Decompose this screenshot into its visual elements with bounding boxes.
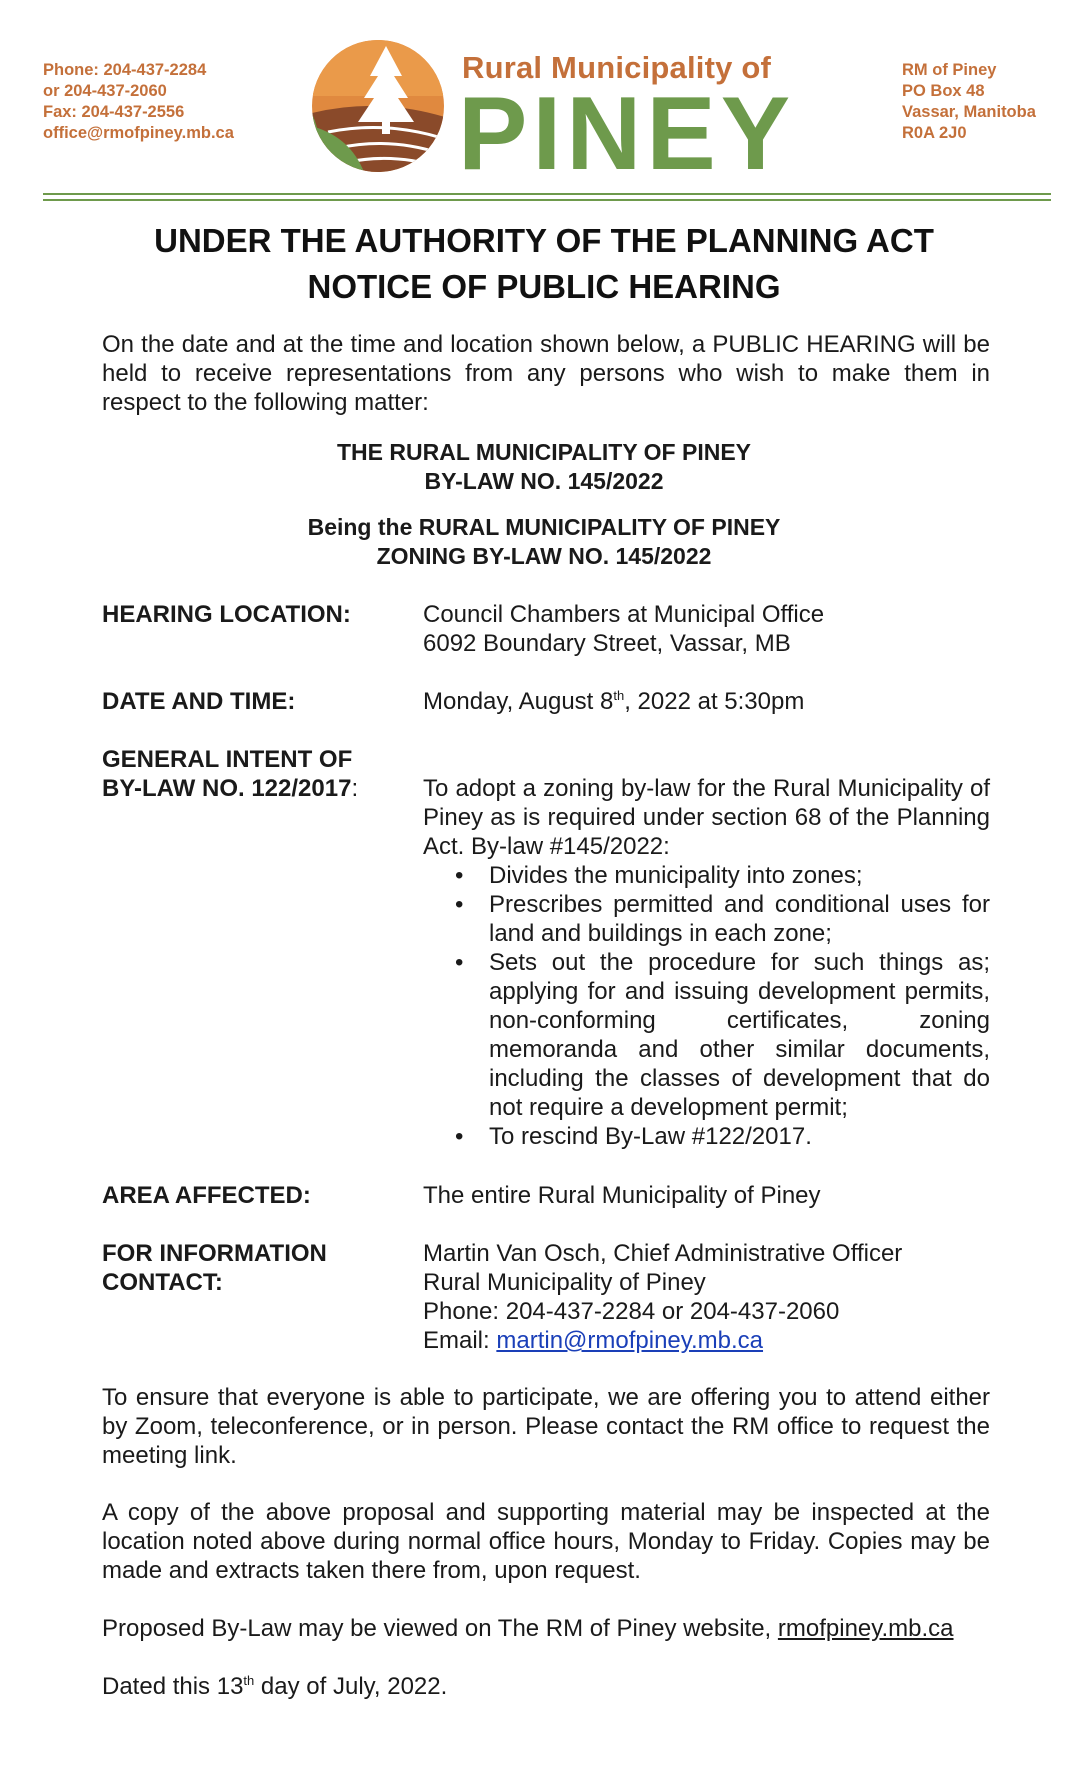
phone-line: Phone: 204-437-2284 (43, 61, 207, 79)
contact-value (423, 1239, 990, 1355)
fax-line: Fax: 204-437-2556 (43, 103, 185, 121)
bylaw-title: THE RURAL MUNICIPALITY OF PINEY (336, 439, 752, 465)
website-link[interactable]: rmofpiney.mb.ca (777, 1615, 954, 1642)
inspection-paragraph: A copy of the above proposal and supporting material may be inspected at the location noted above during normal office hours, Monday to Friday. Copies may be made and extracts taken there from, upon request. (102, 1499, 990, 1584)
hearing-location-label: HEARING LOCATION: (102, 601, 351, 628)
logo-subtitle: Rural Municipality of (462, 50, 772, 85)
contact-label-line1: FOR INFORMATION (102, 1240, 327, 1267)
address-line: RM of Piney (902, 61, 997, 79)
contact-label-line2: CONTACT: (102, 1269, 223, 1296)
date-ordinal: th (613, 688, 625, 703)
header-divider (43, 199, 1051, 201)
address-line: R0A 2J0 (902, 124, 967, 142)
intent-bullet: • Prescribes permitted and conditional uses for land and buildings in each zone; (423, 890, 990, 948)
date-text: Monday, August 8 (423, 688, 614, 715)
intent-bylaw-number: BY-LAW NO. 122/2017 (102, 775, 352, 802)
intent-value (423, 774, 990, 1151)
website-text: Proposed By-Law may be viewed on The RM of Piney website, (102, 1615, 778, 1642)
intent-text: To adopt a zoning by-law for the Rural Municipality of Piney as is required under section 68 of the Planning Act. By-law #145/2022: (423, 775, 990, 860)
intent-label-line2 (102, 774, 358, 803)
dated-ordinal: th (243, 1673, 255, 1688)
intent-label-colon: : (351, 775, 359, 802)
intent-bullet: • Divides the municipality into zones; (423, 861, 990, 890)
contact-name: Martin Van Osch, Chief Administrative Officer (423, 1240, 903, 1267)
intent-bullet: • Sets out the procedure for such things as; applying for and issuing development permits, non-conforming certificates, zoning memoranda and other similar documents, including the classes of development that do not require a development permit; (423, 948, 990, 1122)
intent-label-line1: GENERAL INTENT OF (102, 746, 353, 773)
email-label: Email: (423, 1327, 497, 1354)
area-affected-label: AREA AFFECTED: (102, 1182, 311, 1209)
dated-text: Dated this 13 (102, 1673, 244, 1700)
office-email-line: office@rmofpiney.mb.ca (43, 124, 234, 142)
website-paragraph (102, 1614, 990, 1643)
notice-title-line2: NOTICE OF PUBLIC HEARING (307, 268, 781, 305)
contact-email-line (423, 1326, 990, 1355)
address-line: PO Box 48 (902, 82, 985, 100)
mailing-address (902, 60, 1036, 144)
area-affected-value: The entire Rural Municipality of Piney (423, 1182, 821, 1209)
bylaw-number: BY-LAW NO. 145/2022 (424, 468, 664, 494)
contact-phone: Phone: 204-437-2284 or 204-437-2060 (423, 1298, 840, 1325)
attendance-paragraph: To ensure that everyone is able to participate, we are offering you to attend either by Zoom, teleconference, or in person. Please contact the RM office to request the meeting link. (102, 1384, 990, 1469)
contact-organization: Rural Municipality of Piney (423, 1269, 706, 1296)
zoning-bylaw-number: ZONING BY-LAW NO. 145/2022 (376, 543, 712, 569)
bylaw-description: Being the RURAL MUNICIPALITY OF PINEY (307, 514, 781, 540)
intent-bullet: • To rescind By-Law #122/2017. (423, 1122, 990, 1151)
dated-line (102, 1672, 990, 1701)
dated-tail: day of July, 2022. (254, 1673, 448, 1700)
intent-bullet-list (423, 861, 990, 1151)
address-line: Vassar, Manitoba (902, 103, 1036, 121)
intent-label (102, 745, 358, 803)
notice-title-line1: UNDER THE AUTHORITY OF THE PLANNING ACT (154, 222, 934, 259)
piney-tree-logo-icon (308, 36, 448, 176)
contact-email-link[interactable]: martin@rmofpiney.mb.ca (496, 1327, 764, 1354)
hearing-location-line2: 6092 Boundary Street, Vassar, MB (423, 630, 791, 657)
contact-label (102, 1239, 327, 1297)
logo-wordmark: PINEY (458, 76, 796, 192)
contact-info-left (43, 60, 234, 144)
hearing-location-line1: Council Chambers at Municipal Office (423, 601, 825, 628)
date-time-label: DATE AND TIME: (102, 688, 296, 715)
intro-paragraph: On the date and at the time and location shown below, a PUBLIC HEARING will be held to receive representations from any persons who wish to make them in respect to the following matter: (102, 331, 990, 416)
date-time-tail: , 2022 at 5:30pm (624, 688, 805, 715)
hearing-location-value (423, 600, 990, 658)
alt-phone-line: or 204-437-2060 (43, 82, 167, 100)
header-divider (43, 193, 1051, 195)
date-time-value (423, 687, 990, 716)
